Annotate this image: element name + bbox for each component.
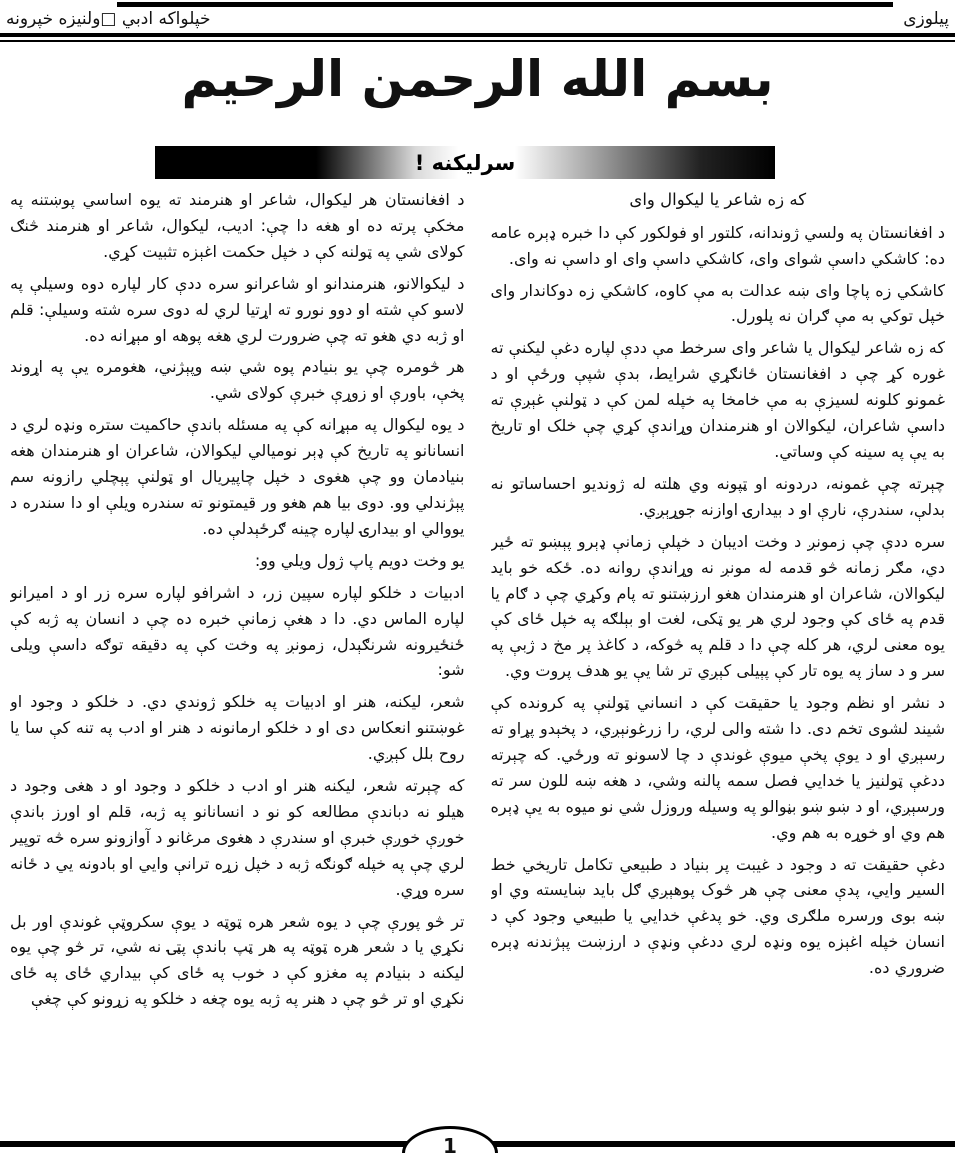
paragraph: که چېرته شعر، ليکنه هنر او ادب د خلکو د وجود او د هغى وجود د هيلو نه دباندې مطالعه کو نو د انسانانو په ژبه، قلم او اورز باندې خوږې خوږې خبرې او سندرې د هغوى مرغانو د آوازونو سره څه توپير لري چې په خپله ګونګه ژبه د خپل زړه ترانې وايي او بادونه يي د ځانه سره وړي.: [10, 776, 465, 899]
paragraph: د افغانستان هر ليکوال، شاعر او هنرمند ته يوه اساسي پوښتنه په مخکې پرته ده او هغه دا چې: اديب، ليکوال، شاعر او هنرمند څنګ کولاى شي په ټولنه کې د خپل حکمت اغېزه تثبيت کړي.: [10, 190, 465, 261]
paragraph: سره ددې چې زمونږ د وخت اديبان د خپلې زمانې ډېرو پېښو ته ځير دي، مګر زمانه څو قدمه له مونږ نه وړاندې روانه ده. ځکه خو بايد ليکوالان، شاعران او هنرمندان هغو ارزښتنو ته پام وکړي چې د ګام يا قدم په ځاى کې وجود لري هر يو ټکى، لغت او بېلګه په خپل ځاى کې يوه معنى لري، هر کله چې دا د قلم په څوکه، د کاغذ پر مخ د ژبې په سر و د ساز په يوه تار کې پېيلى کېږي تر شا يې يو هدف پروت وي.: [490, 531, 945, 681]
section-title-bar: [155, 146, 775, 179]
header-divider-thin-rule: [0, 40, 955, 42]
page-number-badge: [402, 1126, 498, 1153]
paragraph: دغې حقيقت ته د وجود د غيبت پر بنياد د طبيعي تکامل تاريخي خط السير وايي، پدې معنى چې هر څوک پوهېږي ګل بايد ښايسته وي او ښه بوى ورسره ملګرى وي. خو پدغې خدايي يا طبيعي وجود کې د انسان خپله اغېزه يوه ونډه لري ددغې ونډې د ارزښت پېژندنه ډېره ضروري ده.: [490, 854, 945, 978]
paragraph: ادبيات د خلکو لپاره سپين زر، د اشرافو لپاره سره زر او د اميرانو لپاره الماس دي. دا د هغې زمانې خبره ده چې د انسان په ژبه کې ځنځيرونه شرنګېدل، زمونږ په وخت کې په دقيقه توګه داسې ويلى شو:: [10, 582, 465, 680]
publication-subtitle: خپلواکه ادبي □ولنيزه خپرونه: [6, 9, 211, 29]
paragraph: چېرته چې غمونه، دردونه او ټپونه وي هلته له ژونديو احساساتو نه بدلې، سندرې، نارې او د بيدارۍ اوازنه جوړېږي.: [490, 473, 945, 519]
paragraph: شعر، ليکنه، هنر او ادبيات په خلکو ژوندي دي. د خلکو د وجود او غوښتنو انعکاس دى او د خلکو ارمانونه د هنر او ادب په تنه کې سا يا روح بلل کېږي.: [10, 692, 465, 764]
article-heading: که زه شاعر يا ليکوال واى: [629, 190, 807, 209]
page-number: 1: [443, 1134, 457, 1153]
section-title: سرليکنه !: [414, 150, 516, 175]
paragraph: تر څو پورې چې د يوه شعر هره ټوټه د يوې سکروټې غوندې اور بل نکړي يا د شعر هره ټوټه په هر ټپ باندې پټۍ نه شي، تر څو چې يوه ليکنه د بنيادم په مغزو کې د خوب په ځاى کې بيداري ځاى په ځاى نکړي او تر څو چې د هنر په ژبه يوه چغه د خلکو په زړونو کې چغې: [10, 911, 465, 1009]
header-divider-thick-rule: [0, 33, 955, 37]
paragraph: د نشر او نظم وجود يا حقيقت کې د انساني ټولنې په کرونده کې شيند لشوى تخم دى. دا شته والى لري، را زرغونېږي، د پخېدو پړاو ته رسېږي او د يوې پخې ميوې غوندې د چا لاسونو ته ورځي. که چېرته ددغې ټولنيز يا خدايي فصل سمه پالنه وشي، د هغه ښه للون سر ته ورسېږي، او د ښو ښو بڼوالو په وسيله وروزل شي نو ميوه به يې ډېره هم وي او خوړه به هم وي.: [490, 693, 945, 842]
column-left: [10, 187, 465, 1103]
paragraph: که زه شاعر ليکوال يا شاعر واى سرخط مې ددې لپاره دغې ليکنې ته غوره کړ چې د افغانستان ځانګړي شرايط، بدې شپې ورځې او د غمونو کلونه لسيزې به مې خامخا په خپله لمن کې د ټولنې غېږې ته داسې شاعران، ليکوالان او هنرمندان وړاندې کړي چې خلک او تاريخ به يې په سينه کې وساتي.: [490, 338, 945, 461]
masthead: [6, 9, 949, 29]
paragraph: هر څومره چې يو بنيادم پوه شي ښه وپېژني، هغومره يې په اړوند پخې، باورې او زوړې خبرې کولاى شي.: [10, 357, 465, 403]
column-right: [491, 187, 946, 1103]
paragraph: د يوه ليکوال په مېړانه کې په مسئله باندې حاکميت ستره ونډه لري د انسانانو په تاريخ کې ډېر نوميالي ليکوالان، شاعران او هنرمندان هغه بنيادمان وو چې هغوى د خپل چاپيريال او ټولنې پېچلي رازونه سم پېژندلي وو. دوى بيا هم هغو ور قيمتونو ته سندره ويلې او دا سندره د يووالي او بيدارۍ لپاره چينه ګرځېدلې ده.: [10, 415, 465, 538]
paragraph: د ليکوالانو، هنرمندانو او شاعرانو سره ددې کار لپاره دوه وسيلې په لاسو کې شته او دوو نورو ته اړتيا لري له دوى سره شته وسيلې: قلم او ژبه دي هغو ته چې ضرورت لري هغه پوهه او مېړانه ده.: [10, 273, 465, 345]
bismillah-calligraphy: بسم الله الرحمن الرحيم: [181, 50, 774, 108]
publication-name: پيلوزی: [903, 9, 949, 29]
article-body: [10, 187, 945, 1103]
paragraph: د افغانستان په ولسي ژوندانه، کلتور او فولکور کې دا خبره ډېره عامه ده: کاشکي داسې شواى واى، کاشکي داسې واى او داسې نه واى.: [490, 222, 945, 268]
header-divider: [0, 33, 955, 42]
paragraph: يو وخت دويم پاپ ژول ويلي وو:: [254, 550, 465, 570]
top-border-rule: [117, 2, 893, 7]
paragraph: کاشکي زه پاچا واى ښه عدالت به مې کاوه، کاشکي زه دوکاندار واى خپل توکي به مې ګران نه پلورل.: [490, 280, 945, 326]
